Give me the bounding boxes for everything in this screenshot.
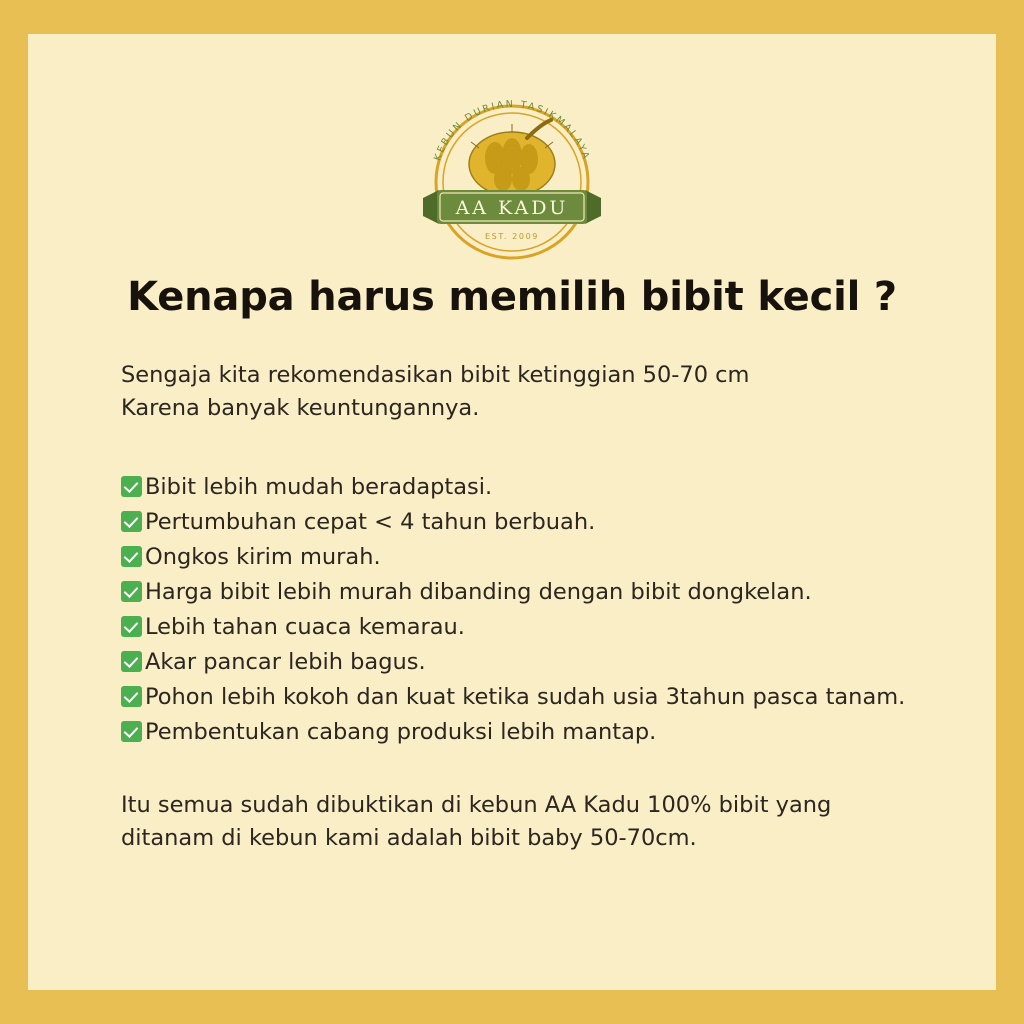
check-icon [121, 476, 142, 497]
page-title: Kenapa harus memilih bibit kecil ? [127, 274, 897, 320]
list-item-label: Pohon lebih kokoh dan kuat ketika sudah usia 3tahun pasca tanam. [145, 683, 906, 710]
check-icon [121, 686, 142, 707]
intro-paragraph [121, 359, 941, 425]
check-icon [121, 721, 142, 742]
closing-paragraph [121, 789, 951, 855]
intro-line-1: Sengaja kita rekomendasikan bibit ketinggian 50-70 cm [121, 362, 750, 388]
poster-card [28, 34, 996, 990]
list-item [121, 574, 951, 609]
list-item-label: Harga bibit lebih murah dibanding dengan bibit dongkelan. [145, 578, 812, 605]
list-item [121, 714, 951, 749]
check-icon [121, 651, 142, 672]
benefits-list [121, 469, 951, 749]
list-item [121, 609, 951, 644]
closing-line-1: Itu semua sudah dibuktikan di kebun AA Kadu 100% bibit yang [121, 792, 832, 818]
list-item [121, 644, 951, 679]
svg-text:AA KADU: AA KADU [455, 197, 569, 219]
svg-text:EST. 2009: EST. 2009 [485, 232, 539, 241]
closing-line-2: ditanam di kebun kami adalah bibit baby 50-70cm. [121, 825, 697, 851]
aa-kadu-logo [409, 86, 615, 262]
list-item-label: Lebih tahan cuaca kemarau. [145, 613, 465, 640]
list-item-label: Ongkos kirim murah. [145, 543, 381, 570]
logo-container [28, 86, 996, 262]
check-icon [121, 616, 142, 637]
list-item [121, 539, 951, 574]
check-icon [121, 511, 142, 532]
list-item [121, 504, 951, 539]
svg-text:KEBUN DURIAN TASIKMALAYA: KEBUN DURIAN TASIKMALAYA [432, 98, 592, 163]
list-item-label: Pertumbuhan cepat < 4 tahun berbuah. [145, 508, 596, 535]
check-icon [121, 546, 142, 567]
list-item-label: Pembentukan cabang produksi lebih mantap. [145, 718, 657, 745]
intro-line-2: Karena banyak keuntungannya. [121, 395, 480, 421]
check-icon [121, 581, 142, 602]
list-item [121, 679, 951, 714]
list-item [121, 469, 951, 504]
durian-fruit-logo [409, 86, 615, 262]
list-item-label: Bibit lebih mudah beradaptasi. [145, 473, 493, 500]
list-item-label: Akar pancar lebih bagus. [145, 648, 426, 675]
